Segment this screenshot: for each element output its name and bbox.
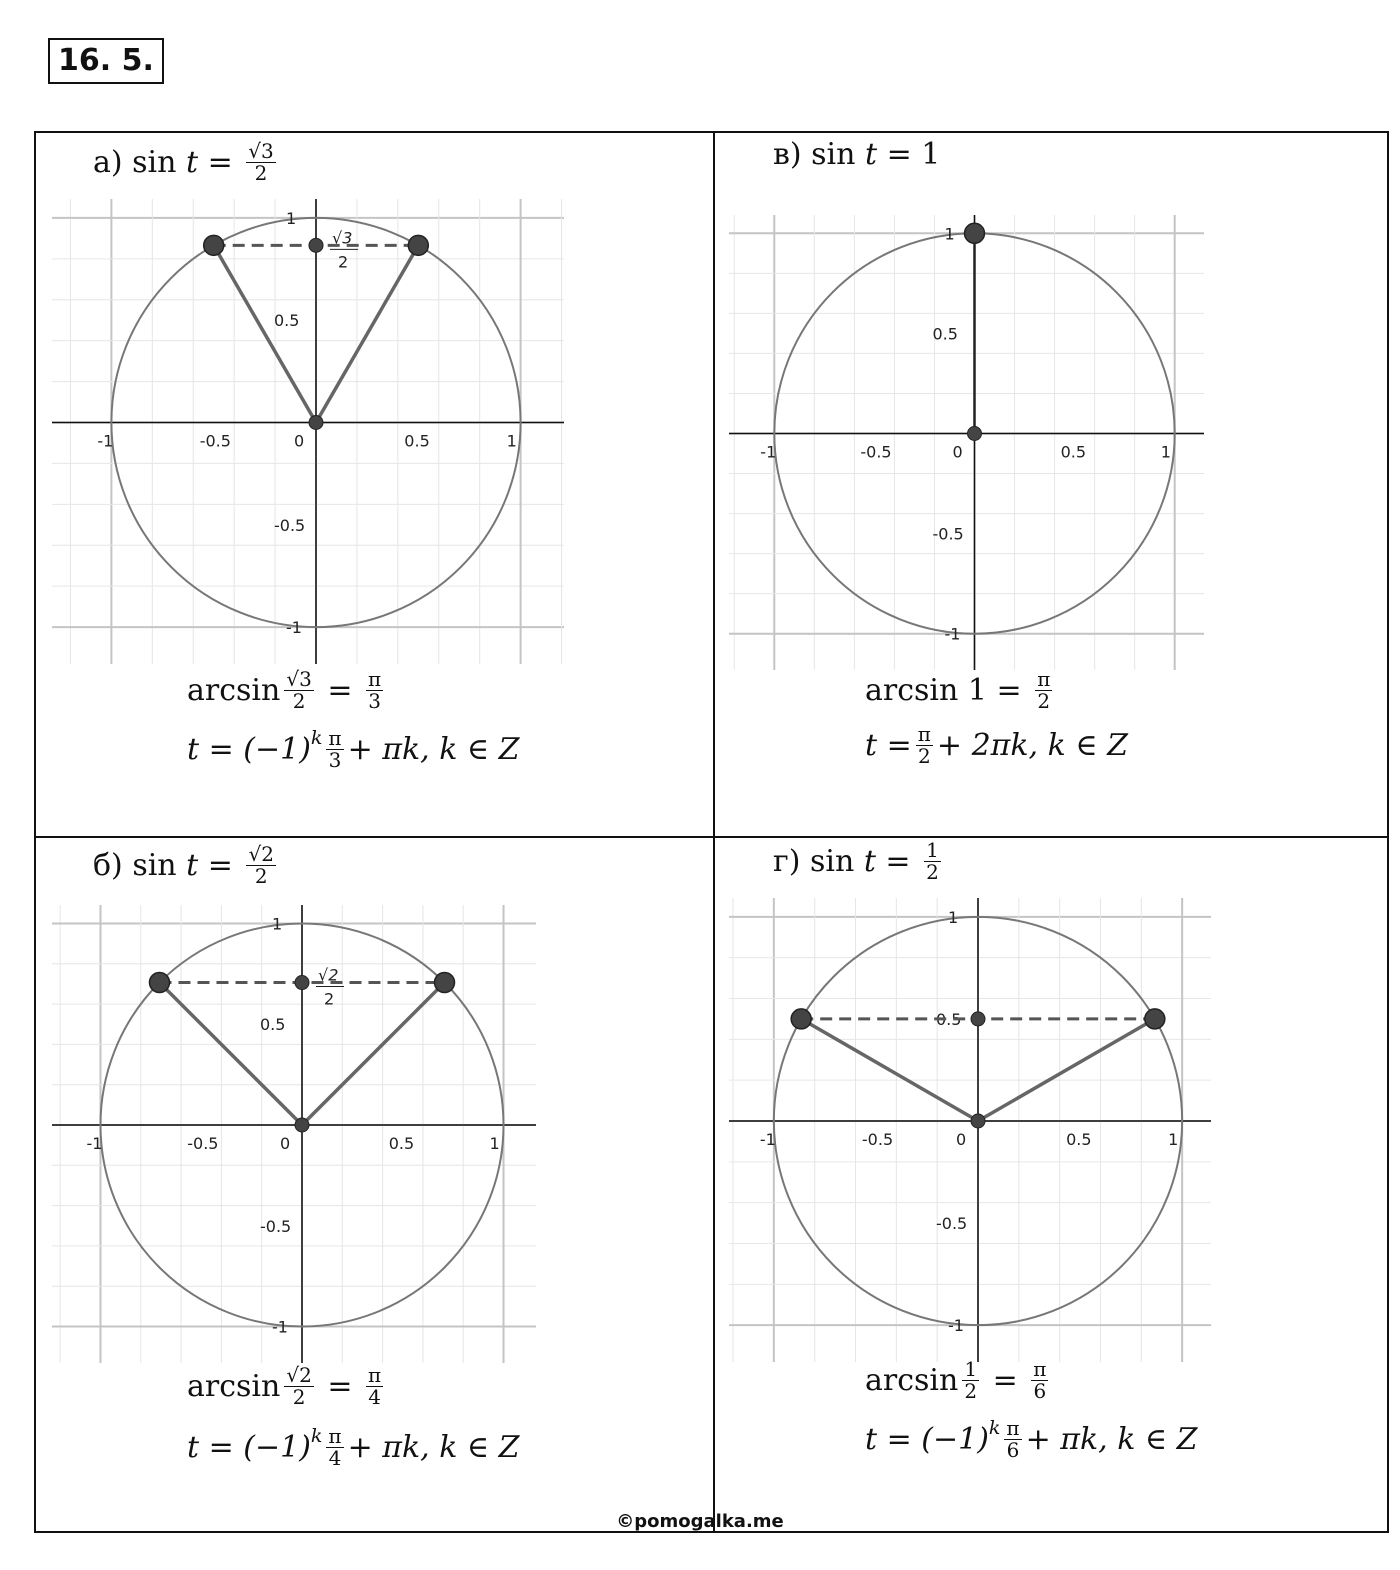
sin-word: sin: [809, 844, 855, 879]
arcsin-argument: [962, 1359, 979, 1402]
origin-point: [309, 416, 323, 430]
fraction-denominator: 2: [917, 744, 931, 768]
y-tick-label: 0.5: [274, 311, 300, 331]
y-tick-label: -1: [948, 1316, 964, 1336]
arcsin-line-g: arcsin $\frac{1}{2}$ = $\frac{\pi}{6}$: [865, 1357, 1047, 1403]
circle-point-top: [965, 223, 985, 243]
x-tick-label: 1: [1160, 442, 1171, 462]
fraction-denominator: 3: [368, 689, 381, 713]
cell-v: [715, 133, 1389, 836]
solution-exponent: k: [310, 726, 323, 749]
x-tick-label: 0.5: [1060, 442, 1087, 462]
y-tick-label: -0.5: [932, 524, 964, 544]
x-tick-label: 1: [506, 431, 517, 451]
unit-circle-plot-a: [52, 199, 564, 664]
watermark: ©pomogalka.me: [616, 1511, 784, 1532]
x-tick-label: -0.5: [861, 1130, 894, 1149]
circle-point-left: [204, 235, 224, 255]
radius-right: [978, 1019, 1155, 1121]
fraction-numerator: π: [1006, 1416, 1020, 1440]
y-axis-point: [971, 1012, 985, 1026]
fraction-denominator: 2: [964, 1379, 978, 1403]
arcsin-line-v: [865, 669, 1056, 712]
solution-line-g: [865, 1418, 1198, 1461]
sin-word: sin: [811, 137, 856, 172]
circle-point-left: [791, 1009, 811, 1029]
y-axis-point: [309, 238, 323, 252]
solution-fraction: [1004, 1418, 1021, 1461]
circle-point-right: [1145, 1009, 1165, 1029]
arcsin-result: [1035, 669, 1052, 712]
x-tick-label: 0: [294, 431, 305, 451]
solution-fraction: [916, 724, 933, 767]
x-tick-label: -1: [86, 1134, 103, 1153]
solution-fraction: [326, 1426, 343, 1469]
fraction-numerator: π: [328, 1424, 342, 1448]
y-tick-label: 1: [948, 907, 959, 927]
arcsin-argument: [284, 1365, 313, 1408]
y-tick-label: 0.5: [936, 1009, 962, 1029]
y-tick-label: -0.5: [260, 1216, 292, 1236]
cell-g: [715, 838, 1389, 1533]
solution-prefix: t = (−1): [187, 1430, 311, 1465]
solution-fraction: [326, 728, 343, 771]
arcsin-line-b: arcsin $\frac{√2}{2}$ = $\frac{\pi}{4}$: [187, 1363, 382, 1409]
fraction-denominator: 2: [1037, 689, 1051, 713]
radius-left: [214, 245, 316, 422]
arcsin-word: arcsin: [865, 1363, 959, 1398]
equation-b: б) sin t = $\frac{√2}{2}$: [93, 842, 274, 888]
solution-tail: + πk, k ∈ Z: [1025, 1422, 1198, 1457]
variable-t: t: [865, 137, 878, 172]
variable-t: t: [186, 848, 199, 883]
x-tick-label: -1: [759, 1130, 776, 1149]
unit-circle-plot-g: [729, 898, 1211, 1362]
value-fraction: [924, 840, 941, 883]
fraction-denominator: 2: [254, 864, 268, 888]
y-tick-label: 1: [944, 224, 955, 244]
x-tick-label: -0.5: [187, 1134, 219, 1153]
x-tick-label: 0: [956, 1130, 967, 1149]
cell-b: [36, 838, 713, 1533]
x-tick-label: -0.5: [199, 431, 231, 451]
equation-a: а) sin t = $\frac{√3}{2}$: [93, 139, 274, 185]
arcsin-result: [366, 669, 383, 712]
fraction-denominator: 4: [368, 1385, 381, 1409]
fraction-denominator: 4: [328, 1446, 342, 1470]
solution-line-a: [187, 728, 520, 771]
y-tick-label: 0.5: [260, 1015, 286, 1035]
x-tick-label: 0: [280, 1134, 291, 1153]
equation-v: [773, 137, 940, 172]
variable-t: t: [186, 145, 199, 180]
fraction-numerator: π: [368, 667, 382, 691]
x-tick-label: 1: [1168, 1130, 1179, 1149]
fraction-numerator: √2: [286, 1363, 312, 1387]
point-label-numerator: √2: [318, 965, 339, 985]
sin-word: sin: [132, 848, 177, 883]
y-tick-label: -1: [286, 618, 302, 638]
x-tick-label: -1: [760, 442, 777, 462]
unit-circle-plot-v: [729, 215, 1204, 670]
value-fraction: [246, 141, 275, 184]
solution-prefix: t =: [865, 728, 912, 763]
fraction-denominator: 2: [292, 689, 306, 713]
solution-line-v: [865, 724, 1128, 767]
point-label-denominator: 2: [338, 252, 349, 272]
fraction-numerator: π: [368, 1363, 382, 1387]
equation-value: = 1: [886, 137, 941, 172]
fraction-numerator: 1: [926, 838, 939, 862]
cell-label: б): [93, 848, 123, 883]
point-label-numerator: √3: [332, 228, 353, 248]
solution-tail: + πk, k ∈ Z: [347, 732, 520, 767]
sin-word: sin: [132, 145, 177, 180]
origin-point: [968, 427, 982, 441]
cell-label: а): [93, 145, 123, 180]
y-tick-label: 1: [286, 208, 297, 228]
x-tick-label: 0.5: [404, 431, 430, 451]
fraction-denominator: 2: [292, 1385, 306, 1409]
x-tick-label: -1: [97, 431, 114, 451]
problem-number: 16. 5.: [48, 38, 164, 84]
solution-exponent: k: [988, 1416, 1001, 1439]
x-tick-label: 0.5: [388, 1134, 415, 1153]
x-tick-label: -0.5: [860, 442, 892, 462]
fraction-numerator: π: [1033, 1357, 1047, 1381]
circle-point-right: [435, 973, 455, 993]
fraction-numerator: π: [917, 722, 931, 746]
solution-tail: + 2πk, k ∈ Z: [936, 728, 1128, 763]
origin-point: [295, 1118, 309, 1132]
arcsin-word: arcsin: [187, 1369, 281, 1404]
arcsin-word: arcsin: [187, 673, 281, 708]
fraction-denominator: 6: [1006, 1438, 1020, 1462]
x-tick-label: 0: [952, 442, 963, 462]
cell-a: [36, 133, 713, 836]
arcsin-argument: [284, 669, 313, 712]
circle-point-right: [408, 235, 428, 255]
origin-point: [971, 1114, 985, 1128]
y-tick-label: -0.5: [274, 515, 306, 535]
y-tick-label: 0.5: [932, 324, 958, 344]
fraction-denominator: 6: [1033, 1379, 1047, 1403]
variable-t: t: [863, 844, 876, 879]
solution-prefix: t = (−1): [865, 1422, 989, 1457]
fraction-denominator: 3: [328, 748, 342, 772]
circle-point-left: [149, 973, 169, 993]
solution-tail: + πk, k ∈ Z: [347, 1430, 520, 1465]
fraction-numerator: √3: [286, 667, 312, 691]
arcsin-result: [366, 1365, 383, 1408]
y-tick-label: 1: [272, 914, 283, 934]
fraction-numerator: π: [328, 726, 342, 750]
y-axis-point: [295, 976, 309, 990]
value-fraction: [246, 844, 275, 887]
point-label-denominator: 2: [324, 989, 335, 1009]
y-tick-label: -1: [272, 1317, 288, 1337]
fraction-denominator: 2: [254, 161, 268, 185]
solution-table: [34, 131, 1389, 1533]
arcsin-word: arcsin 1 =: [865, 673, 1022, 708]
arcsin-line-a: arcsin $\frac{√3}{2}$ = $\frac{\pi}{3}$: [187, 667, 382, 713]
unit-circle-plot-b: [52, 905, 536, 1363]
solution-line-b: [187, 1426, 520, 1469]
solution-exponent: k: [310, 1424, 323, 1447]
x-tick-label: 0.5: [1066, 1130, 1092, 1149]
radius-right: [316, 245, 418, 422]
cell-label: г): [773, 844, 801, 879]
fraction-numerator: 1: [964, 1357, 978, 1381]
x-tick-label: 1: [489, 1134, 500, 1153]
fraction-numerator: √2: [248, 842, 274, 866]
fraction-numerator: π: [1037, 667, 1051, 691]
fraction-denominator: 2: [926, 860, 939, 884]
fraction-numerator: √3: [248, 139, 274, 163]
radius-left: [801, 1019, 978, 1121]
arcsin-result: [1031, 1359, 1048, 1402]
y-tick-label: -1: [944, 624, 961, 644]
cell-label: в): [773, 137, 802, 172]
solution-prefix: t = (−1): [187, 732, 311, 767]
y-tick-label: -0.5: [936, 1214, 968, 1234]
equation-g: г) sin t = $\frac{1}{2}$: [773, 838, 939, 884]
